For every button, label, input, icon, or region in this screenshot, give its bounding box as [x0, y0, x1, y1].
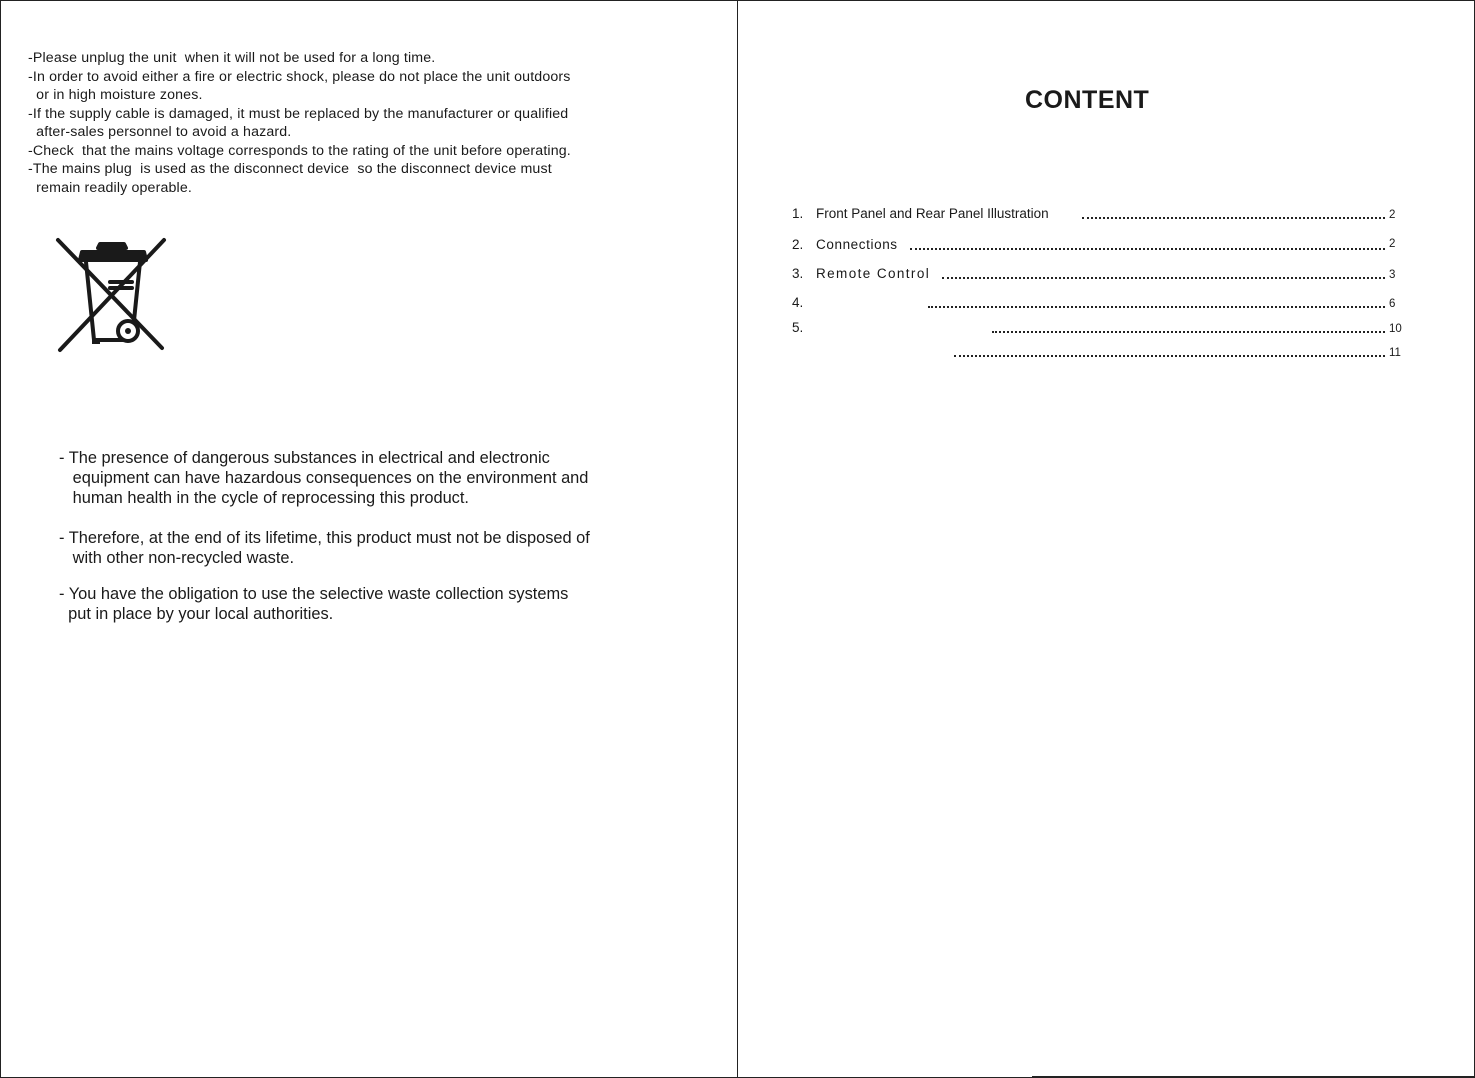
toc-item-page: 2: [1389, 238, 1396, 250]
toc-item-page: 10: [1389, 323, 1402, 335]
crossed-out-wheelie-bin-icon: [52, 234, 170, 354]
safety-note-supply-cable: -If the supply cable is damaged, it must be replaced by the manufacturer or qualified after-sales personnel to avoid a hazard.: [28, 105, 569, 140]
safety-note-mains-plug: -The mains plug is used as the disconnect device so the disconnect device must remain readily operable.: [28, 161, 552, 196]
toc-item[interactable]: [792, 206, 1407, 222]
disposal-note-dangerous-substances: - The presence of dangerous substances in electrical and electronic equipment can have hazardous consequences on the environment and human health in the cycle of reprocessing this product.: [59, 449, 589, 507]
toc-item-label: Front Panel and Rear Panel Illustration: [816, 206, 1049, 221]
toc-item-number: 1.: [792, 206, 804, 221]
toc-item-number: 2.: [792, 237, 804, 252]
toc-item-page: 6: [1389, 298, 1396, 310]
safety-note-voltage: -Check that the mains voltage corresponds to the rating of the unit before operating.: [28, 142, 571, 159]
toc-item-number: 3.: [792, 266, 804, 281]
toc-dot-leader: [942, 277, 1385, 279]
toc-item[interactable]: [792, 344, 1407, 360]
toc-item-page: 2: [1389, 209, 1396, 221]
toc-item-page: 3: [1389, 269, 1396, 281]
safety-notes: [28, 49, 728, 197]
toc-item-label: Connections: [816, 237, 898, 252]
toc-item-number: 5.: [792, 320, 804, 335]
toc-item[interactable]: [792, 295, 1407, 311]
toc-dot-leader: [992, 331, 1385, 333]
disposal-note-selective-collection: - You have the obligation to use the selective waste collection systems put in place by your local authorities.: [59, 585, 569, 623]
toc-dot-leader: [928, 306, 1385, 308]
toc-item-number: 4.: [792, 295, 804, 310]
page-fold-line: [737, 0, 738, 1078]
disposal-note-non-recycled-waste: - Therefore, at the end of its lifetime, this product must not be disposed of with other non-recycled waste.: [59, 529, 590, 567]
toc-item-page: 11: [1389, 347, 1401, 359]
toc-dot-leader: [910, 248, 1385, 250]
toc-item[interactable]: [792, 237, 1407, 253]
safety-note-moisture: -In order to avoid either a fire or electric shock, please do not place the unit outdoors or in high moisture zones.: [28, 68, 571, 103]
contents-title: CONTENT: [1025, 86, 1150, 114]
toc-dot-leader: [1082, 217, 1385, 219]
toc-item-label: Remote Control: [816, 266, 931, 281]
safety-note-unplug: -Please unplug the unit when it will not be used for a long time.: [28, 50, 436, 66]
toc-item[interactable]: [792, 320, 1407, 336]
toc-dot-leader: [954, 355, 1385, 357]
toc-item[interactable]: [792, 266, 1407, 282]
